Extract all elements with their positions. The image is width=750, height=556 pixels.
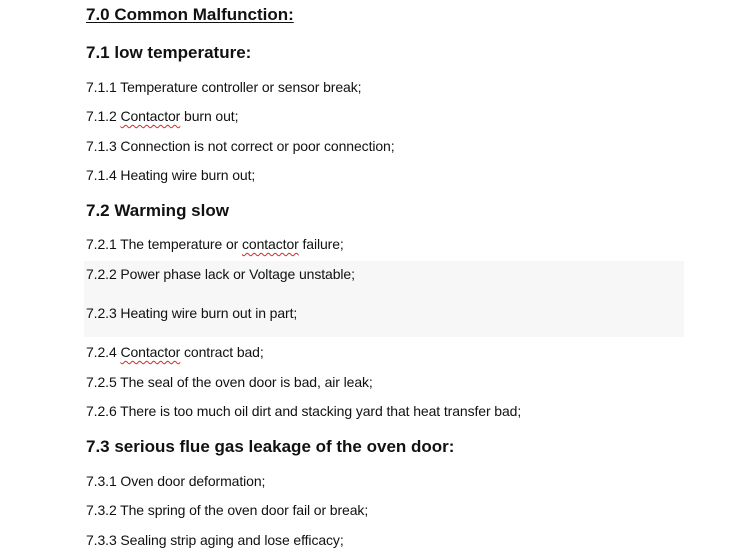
spellcheck-word: Contactor <box>120 108 181 124</box>
section-heading: 7.2 Warming slow <box>86 201 229 220</box>
list-item: 7.2.4 Contactor contract bad; <box>86 344 264 360</box>
list-item: 7.2.2 Power phase lack or Voltage unstable; <box>86 266 355 282</box>
list-item: 7.3.1 Oven door deformation; <box>86 473 266 489</box>
list-item: 7.1.1 Temperature controller or sensor break; <box>86 79 362 95</box>
section-heading: 7.1 low temperature: <box>86 43 252 62</box>
main-heading: 7.0 Common Malfunction: <box>86 5 294 24</box>
list-item: 7.3.3 Sealing strip aging and lose efficacy; <box>86 532 344 548</box>
list-item: 7.2.6 There is too much oil dirt and stacking yard that heat transfer bad; <box>86 403 522 419</box>
list-item: 7.2.5 The seal of the oven door is bad, air leak; <box>86 374 373 390</box>
list-item: 7.2.3 Heating wire burn out in part; <box>86 305 298 321</box>
list-item: 7.3.2 The spring of the oven door fail or break; <box>86 502 369 518</box>
list-item: 7.1.3 Connection is not correct or poor connection; <box>86 138 395 154</box>
list-item: 7.1.4 Heating wire burn out; <box>86 167 256 183</box>
spellcheck-word: Contactor <box>120 344 181 360</box>
section-heading: 7.3 serious flue gas leakage of the oven door: <box>86 437 455 456</box>
list-item: 7.1.2 Contactor burn out; <box>86 108 239 124</box>
spellcheck-word: contactor <box>242 236 299 252</box>
list-item: 7.2.1 The temperature or contactor failure; <box>86 236 344 252</box>
